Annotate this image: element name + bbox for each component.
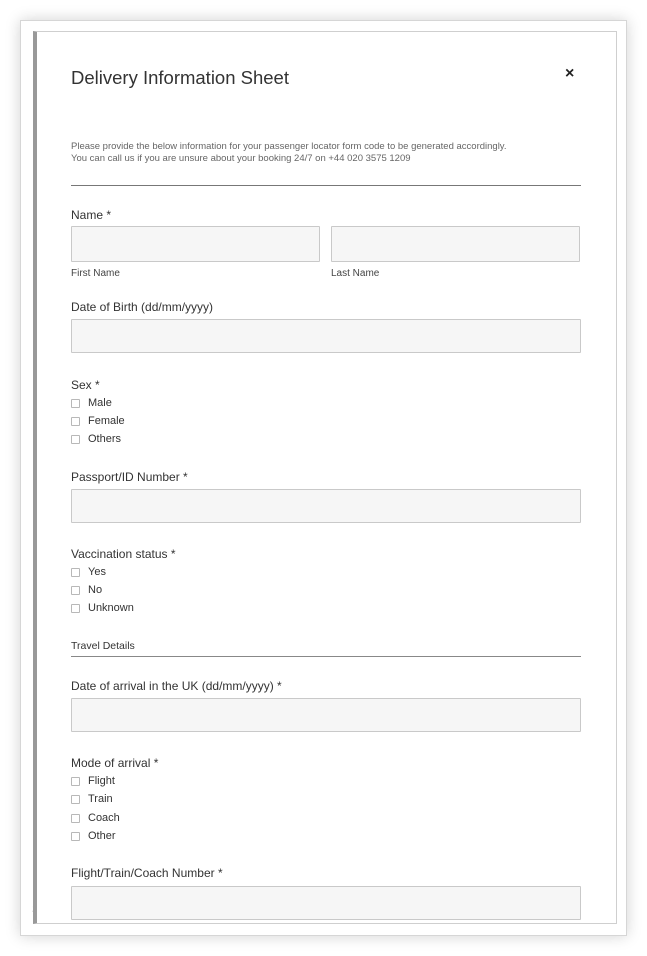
passport-label: Passport/ID Number * (71, 470, 188, 484)
modal-title: Delivery Information Sheet (71, 67, 289, 88)
intro-text (71, 141, 581, 165)
dob-label: Date of Birth (dd/mm/yyyy) (71, 300, 214, 314)
sex-option-label: Female (88, 415, 125, 427)
sex-label: Sex * (71, 378, 100, 392)
transport-number-label: Flight/Train/Coach Number * (71, 866, 223, 880)
arrival-date-label: Date of arrival in the UK (dd/mm/yyyy) * (71, 679, 282, 693)
arrival-date-input[interactable] (71, 698, 581, 732)
name-label: Name * (71, 208, 112, 222)
passport-input[interactable] (71, 489, 581, 523)
checkbox[interactable] (71, 586, 80, 595)
checkbox[interactable] (71, 417, 80, 426)
close-icon[interactable]: × (565, 65, 575, 82)
mode-option-other[interactable] (71, 829, 116, 843)
dob-input[interactable] (71, 319, 581, 353)
travel-details-heading: Travel Details (71, 640, 135, 652)
mode-label: Mode of arrival * (71, 756, 159, 770)
checkbox[interactable] (71, 795, 80, 804)
sex-option-female[interactable] (71, 414, 125, 428)
last-name-sublabel: Last Name (331, 268, 380, 279)
mode-option-coach[interactable] (71, 811, 120, 825)
last-name-input[interactable] (331, 226, 580, 262)
checkbox[interactable] (71, 435, 80, 444)
mode-option-label: Other (88, 830, 116, 842)
checkbox[interactable] (71, 777, 80, 786)
vaccination-option-yes[interactable] (71, 565, 106, 579)
checkbox[interactable] (71, 832, 80, 841)
vaccination-option-label: Yes (88, 566, 106, 578)
vaccination-option-no[interactable] (71, 583, 102, 597)
delivery-info-modal (33, 31, 617, 924)
vaccination-label: Vaccination status * (71, 547, 176, 561)
sex-option-label: Male (88, 397, 112, 409)
checkbox[interactable] (71, 568, 80, 577)
sex-option-label: Others (88, 433, 122, 445)
vaccination-option-label: No (88, 584, 103, 596)
mode-option-train[interactable] (71, 792, 113, 806)
mode-option-label: Flight (88, 775, 115, 787)
travel-details-divider (71, 656, 581, 657)
mode-option-label: Train (88, 793, 113, 805)
vaccination-option-unknown[interactable] (71, 601, 134, 615)
sex-option-others[interactable] (71, 432, 121, 446)
checkbox[interactable] (71, 399, 80, 408)
intro-divider (71, 185, 581, 186)
first-name-input[interactable] (71, 226, 320, 262)
sex-option-male[interactable] (71, 396, 112, 410)
mode-option-flight[interactable] (71, 774, 115, 788)
vaccination-option-label: Unknown (88, 602, 134, 614)
first-name-sublabel: First Name (71, 268, 120, 279)
mode-option-label: Coach (88, 812, 120, 824)
intro-line-1: Please provide the below information for your passenger locator form code to be generated accordingly. (71, 141, 507, 152)
intro-line-2: You can call us if you are unsure about your booking 24/7 on +44 020 3575 1209 (71, 153, 411, 164)
transport-number-input[interactable] (71, 886, 581, 920)
checkbox[interactable] (71, 604, 80, 613)
checkbox[interactable] (71, 814, 80, 823)
